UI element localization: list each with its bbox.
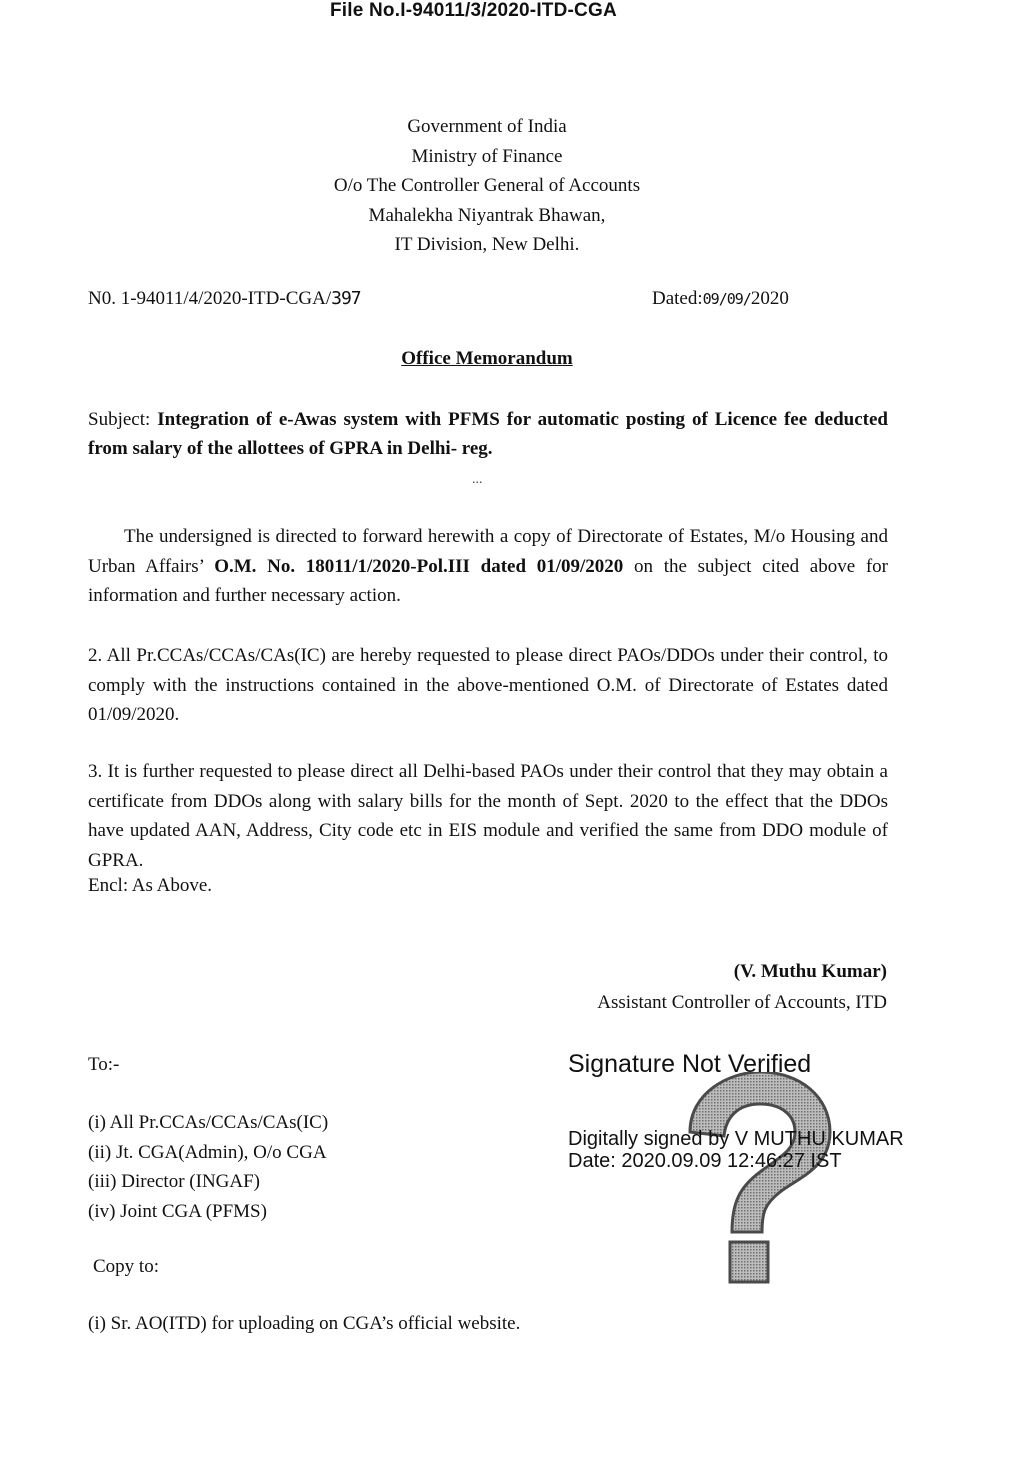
recipient-item: (i) All Pr.CCAs/CCAs/CAs(IC) (88, 1112, 329, 1133)
signed-by-line: Digitally signed by V MUTHU KUMAR (568, 1128, 904, 1150)
letterhead-line: Government of India (407, 116, 567, 137)
signature-status: Signature Not Verified (568, 1050, 812, 1078)
memo-date (652, 288, 789, 310)
unverified-signature-question-icon (660, 1072, 840, 1292)
paragraph-1 (88, 522, 888, 611)
dated-label: Dated: (652, 288, 703, 309)
subject-line (88, 405, 888, 463)
letterhead-line: Ministry of Finance (411, 145, 563, 167)
subject-label: Subject: (88, 409, 151, 430)
signatory-designation: Assistant Controller of Accounts, ITD (597, 992, 887, 1013)
reference-number-handwritten: 397 (331, 288, 361, 309)
recipient-list (88, 1108, 328, 1226)
paragraph-3: 3. It is further requested to please direct all Delhi-based PAOs under their control that they may obtain a certificate from DDOs along with salary bills for the month of Sept. 2020 to the effect that the DDOs have updated AAN, Address, City code etc in EIS module and verified the same from DDO module of GPRA. (88, 761, 888, 871)
reference-number (88, 288, 361, 310)
signatory-name: (V. Muthu Kumar) (733, 961, 887, 982)
recipient-item: (ii) Jt. CGA(Admin), O/o CGA (88, 1141, 327, 1163)
memo-title: Office Memorandum (401, 348, 573, 369)
enclosure-note: Encl: As Above. (88, 875, 213, 896)
separator-mark: ... (472, 472, 483, 487)
signature-details (568, 1128, 904, 1172)
subject-text: Integration of e-Awas system with PFMS for automatic posting of Licence fee deducted from salary of the allottees of GPRA in Delhi- reg. (88, 409, 889, 459)
letterhead-line: IT Division, New Delhi. (394, 234, 580, 255)
file-number: File No.I-94011/3/2020-ITD-CGA (330, 0, 617, 21)
recipient-item: (iii) Director (INGAF) (88, 1171, 261, 1192)
signature-date-line: Date: 2020.09.09 12:46:27 IST (568, 1150, 842, 1172)
letterhead-line: Mahalekha Niyantrak Bhawan, (368, 204, 606, 226)
paragraph-1-post: on the subject cited above for information and further necessary action. (88, 555, 888, 606)
dated-year: 2020 (750, 288, 789, 309)
paragraph-1-pre: The undersigned is directed to forward herewith a copy of Directorate of Estates, M/o Housing and Urban Affairs’ (88, 526, 888, 577)
recipient-item: (iv) Joint CGA (PFMS) (88, 1200, 267, 1222)
letterhead-line: O/o The Controller General of Accounts (333, 175, 641, 196)
reference-number-printed: N0. 1-94011/4/2020-ITD-CGA/ (88, 288, 332, 309)
om-reference: O.M. No. 18011/1/2020-Pol.III dated 01/09/2020 (214, 555, 624, 577)
letterhead (0, 112, 974, 260)
dated-handwritten: 09/09/ (702, 290, 751, 308)
paragraph-2: 2. All Pr.CCAs/CCAs/CAs(IC) are hereby requested to please direct PAOs/DDOs under their control, to comply with the instructions contained in the above-mentioned O.M. of Directorate of Estates dated 01/09/2020. (88, 645, 888, 725)
to-label: To:- (88, 1054, 120, 1075)
copy-to-label: Copy to: (93, 1256, 159, 1277)
copy-to-item: (i) Sr. AO(ITD) for uploading on CGA’s official website. (88, 1313, 521, 1334)
